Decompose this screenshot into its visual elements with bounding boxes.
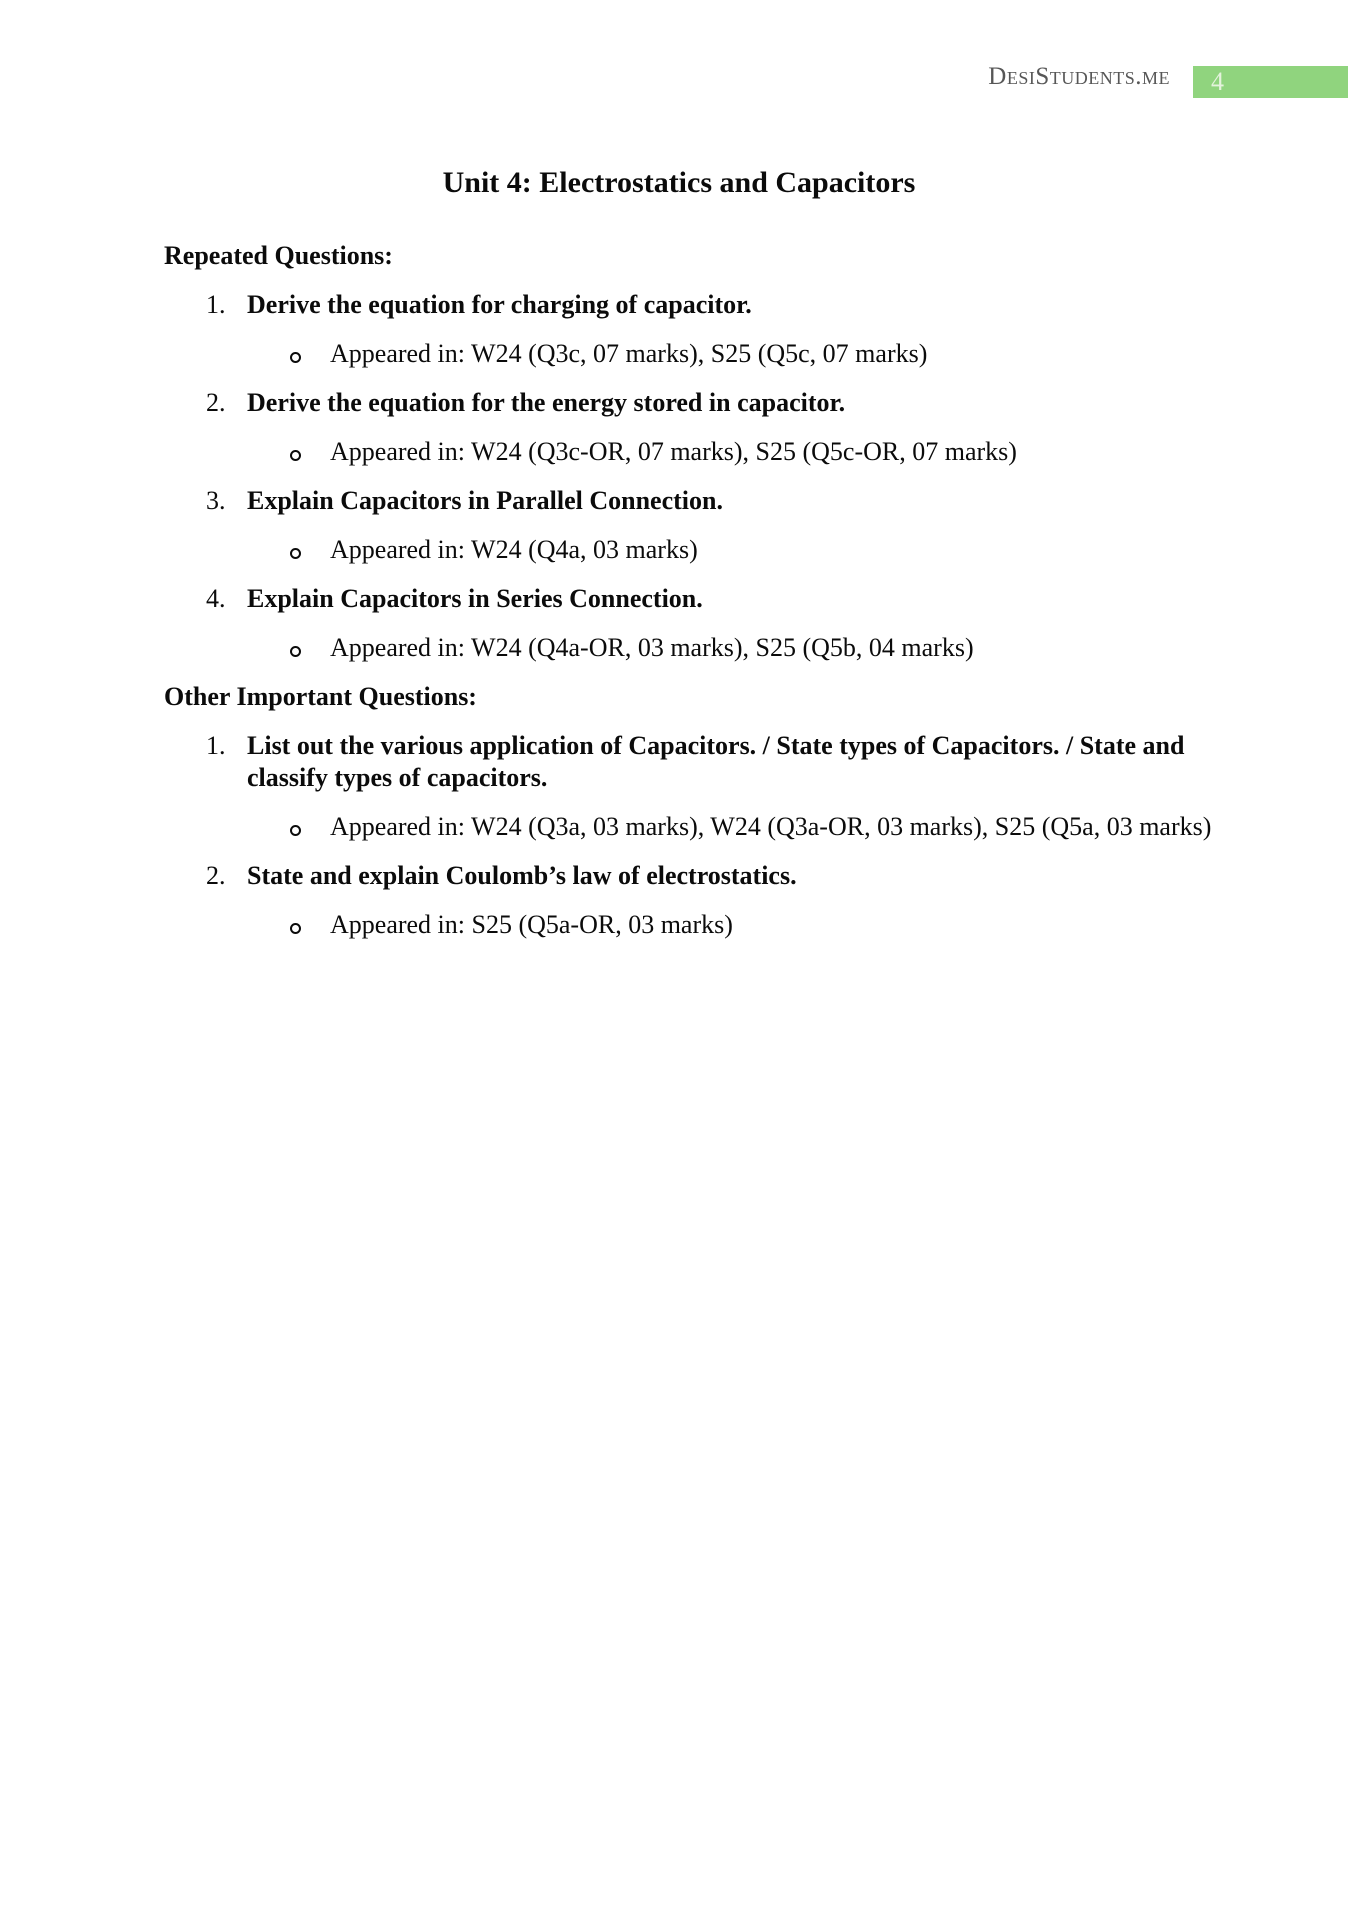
question-number: 1. xyxy=(206,290,226,319)
question-item xyxy=(206,860,1188,892)
question-item xyxy=(206,289,1188,321)
question-item xyxy=(206,387,1188,419)
hollow-circle-bullet-icon xyxy=(290,825,301,836)
hollow-circle-bullet-icon xyxy=(290,646,301,657)
page-number: 4 xyxy=(1211,67,1224,96)
site-name: DesiStudents.me xyxy=(988,63,1170,90)
question-text: Derive the equation for charging of capacitor. xyxy=(247,290,752,319)
hollow-circle-bullet-icon xyxy=(290,450,301,461)
question-number: 3. xyxy=(206,486,226,515)
hollow-circle-bullet-icon xyxy=(290,923,301,934)
question-number: 1. xyxy=(206,731,226,760)
appeared-text: Appeared in: W24 (Q3c-OR, 07 marks), S25 (Q5c-OR, 07 marks) xyxy=(330,437,1017,466)
question-text: List out the various application of Capacitors. / State types of Capacitors. / State and classify types of capacitors. xyxy=(247,731,1185,792)
page-title: Unit 4: Electrostatics and Capacitors xyxy=(442,166,916,199)
question-text: Explain Capacitors in Series Connection. xyxy=(247,584,703,613)
hollow-circle-bullet-icon xyxy=(290,548,301,559)
question-item xyxy=(206,485,1188,517)
question-item xyxy=(206,583,1188,615)
appeared-line xyxy=(290,534,1224,566)
appeared-text: Appeared in: W24 (Q3c, 07 marks), S25 (Q5c, 07 marks) xyxy=(330,339,928,368)
appeared-line xyxy=(290,436,1224,468)
appeared-text: Appeared in: W24 (Q3a, 03 marks), W24 (Q3a-OR, 03 marks), S25 (Q5a, 03 marks) xyxy=(330,812,1212,841)
question-text: Derive the equation for the energy stored in capacitor. xyxy=(247,388,846,417)
question-item xyxy=(206,730,1188,794)
question-text: Explain Capacitors in Parallel Connection. xyxy=(247,486,723,515)
appeared-text: Appeared in: S25 (Q5a-OR, 03 marks) xyxy=(330,910,733,939)
section-heading-repeated-questions: Repeated Questions: xyxy=(164,241,393,270)
document-body xyxy=(164,240,1224,958)
appeared-line xyxy=(290,811,1224,843)
appeared-text: Appeared in: W24 (Q4a, 03 marks) xyxy=(330,535,698,564)
question-number: 4. xyxy=(206,584,226,613)
question-text: State and explain Coulomb’s law of electrostatics. xyxy=(247,861,797,890)
section-heading-other-important-questions: Other Important Questions: xyxy=(164,682,477,711)
appeared-line xyxy=(290,909,1224,941)
appeared-text: Appeared in: W24 (Q4a-OR, 03 marks), S25 (Q5b, 04 marks) xyxy=(330,633,974,662)
appeared-line xyxy=(290,632,1224,664)
question-number: 2. xyxy=(206,861,226,890)
page-number-badge xyxy=(1193,66,1348,98)
appeared-line xyxy=(290,338,1224,370)
hollow-circle-bullet-icon xyxy=(290,352,301,363)
question-number: 2. xyxy=(206,388,226,417)
